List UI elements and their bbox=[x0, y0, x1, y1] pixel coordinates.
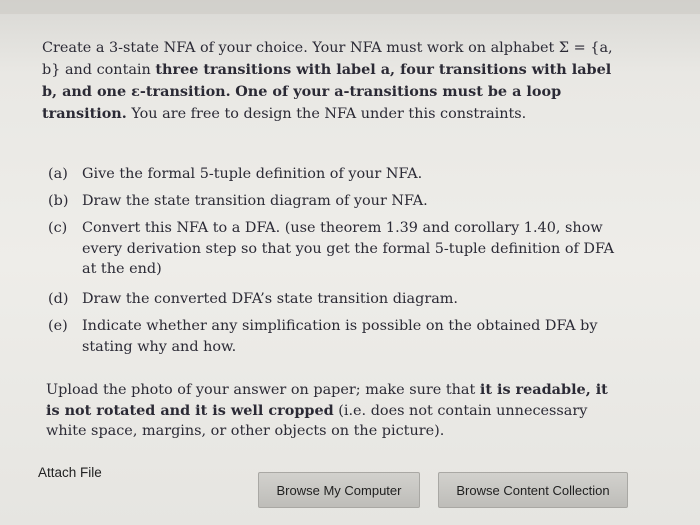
attach-file-label: Attach File bbox=[38, 465, 102, 480]
upload-text-2: (i.e. does not contain unnecessary white space, margins, or other objects on the picture). bbox=[46, 402, 588, 439]
list-item-a bbox=[48, 164, 628, 185]
intro-bold-2: One of your a-transitions must be a loop transition. bbox=[42, 83, 562, 122]
upload-bold: it is readable, it is not rotated and it is well cropped bbox=[46, 381, 608, 419]
intro-bold-1: three transitions with label a, four transitions with label b, and one ε-transition. bbox=[42, 61, 612, 100]
item-text: Draw the converted DFA’s state transition diagram. bbox=[82, 291, 459, 307]
item-text: Indicate whether any simplification is possible on the obtained DFA by stating why and how. bbox=[82, 318, 598, 355]
question-intro bbox=[42, 38, 626, 125]
item-label: (d) bbox=[48, 291, 69, 307]
browse-content-collection-button[interactable]: Browse Content Collection bbox=[438, 472, 628, 508]
upload-instructions bbox=[46, 380, 624, 442]
item-label: (c) bbox=[48, 220, 68, 236]
intro-text-1: Create a 3-state NFA of your choice. Your NFA must work on alphabet Σ = {a, b} and contain bbox=[42, 40, 613, 78]
list-item-e bbox=[48, 316, 628, 357]
item-label: (a) bbox=[48, 166, 68, 182]
item-text: Give the formal 5-tuple definition of your NFA. bbox=[82, 166, 423, 182]
item-label: (b) bbox=[48, 193, 69, 209]
list-item-c bbox=[48, 218, 628, 280]
upload-text-1: Upload the photo of your answer on paper; make sure that bbox=[46, 382, 480, 398]
browse-my-computer-button[interactable]: Browse My Computer bbox=[258, 472, 420, 508]
list-item-d bbox=[48, 289, 628, 310]
list-item-b bbox=[48, 191, 628, 212]
item-text: Draw the state transition diagram of your NFA. bbox=[82, 193, 428, 209]
intro-text-2: You are free to design the NFA under this constraints. bbox=[126, 106, 527, 122]
item-text: Convert this NFA to a DFA. (use theorem 1.39 and corollary 1.40, show every derivation step so that you get the formal 5-tuple definition of DFA at the end) bbox=[82, 220, 615, 277]
item-label: (e) bbox=[48, 318, 68, 334]
